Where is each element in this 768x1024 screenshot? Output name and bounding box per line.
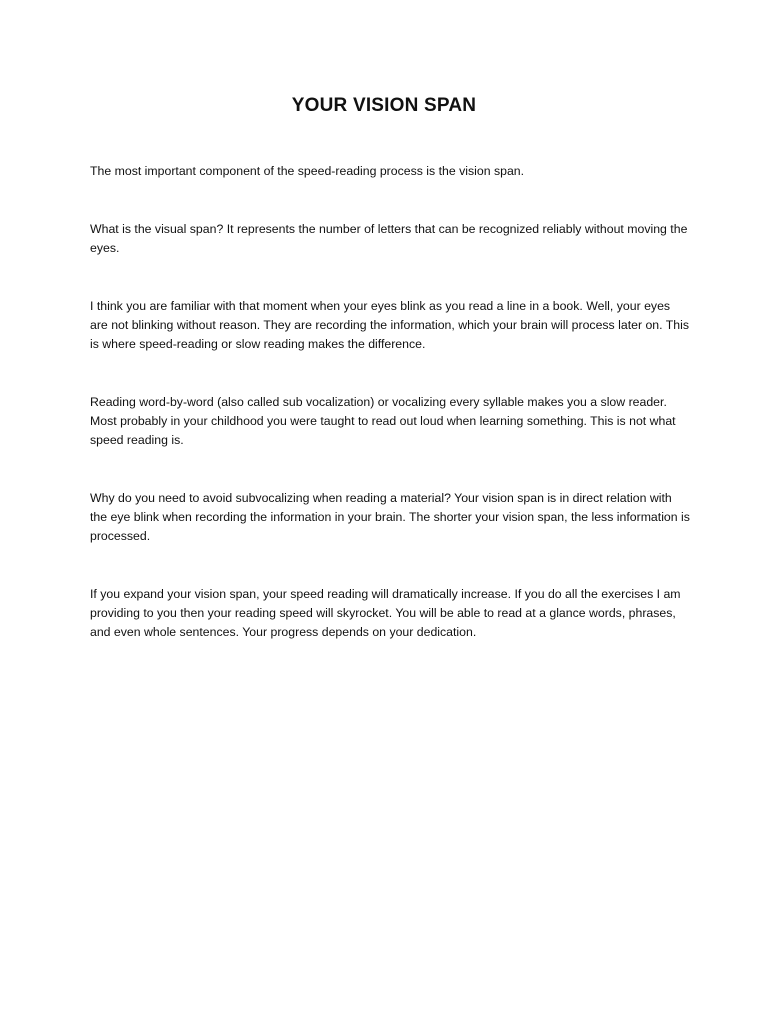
paragraph-6: If you expand your vision span, your speed reading will dramatically increase. If you do all the exercises I am providing to you then your reading speed will skyrocket. You will be able to read at a glance words, phrases, and even whole sentences. Your progress depends on your dedication.: [90, 587, 681, 639]
paragraph-1: The most important component of the speed-reading process is the vision span.: [90, 164, 525, 178]
paragraph-4: Reading word-by-word (also called sub vocalization) or vocalizing every syllable makes you a slow reader. Most probably in your childhood you were taught to read out loud when learning something. This is not what speed reading is.: [90, 395, 676, 447]
paragraph-2: What is the visual span? It represents the number of letters that can be recognized reliably without moving the eyes.: [90, 222, 688, 255]
paragraph-5: Why do you need to avoid subvocalizing when reading a material? Your vision span is in direct relation with the eye blink when recording the information in your brain. The shorter your vision span, the less information is processed.: [90, 491, 690, 543]
page-title: YOUR VISION SPAN: [291, 95, 477, 116]
paragraph-3: I think you are familiar with that moment when your eyes blink as you read a line in a book. Well, your eyes are not blinking without reason. They are recording the information, which your brain will process later on. This is where speed-reading or slow reading makes the difference.: [90, 299, 689, 351]
